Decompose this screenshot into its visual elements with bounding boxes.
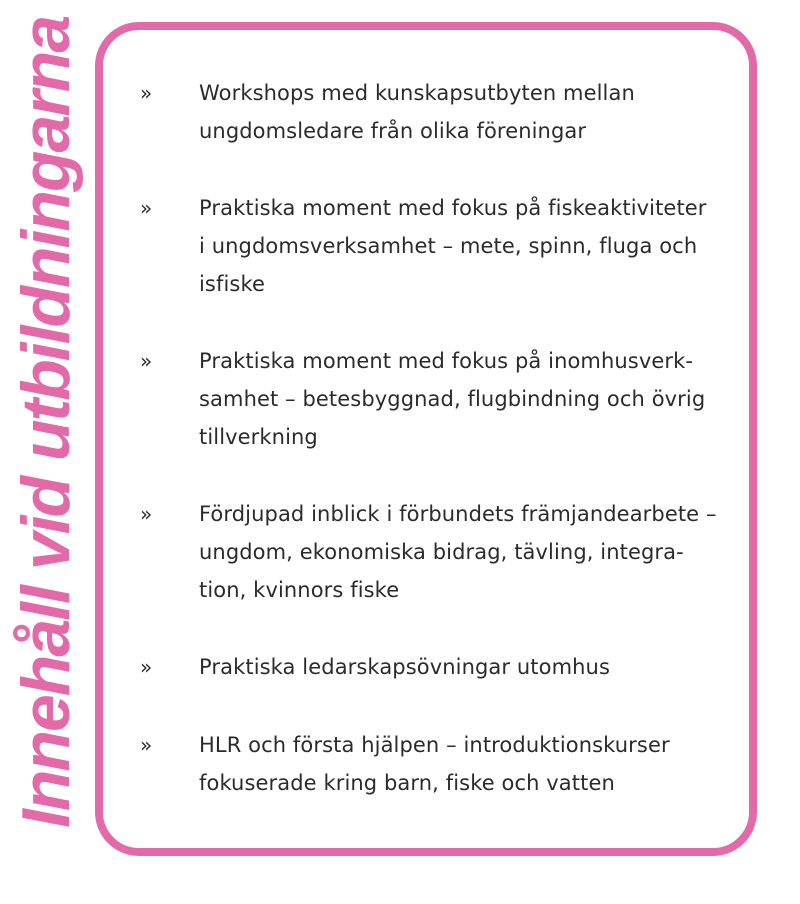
list-item-line: isfiske <box>199 272 265 296</box>
bullet-marker: » <box>140 502 153 526</box>
bullet-marker: » <box>140 196 153 220</box>
list-item-line: Workshops med kunskapsutbyten mellan <box>199 81 635 105</box>
list-item-line: ungdomsledare från olika föreningar <box>199 119 587 143</box>
list-item-line: samhet – betesbyggnad, flugbindning och övrig <box>199 387 706 411</box>
list-item-line: Praktiska ledarskapsövningar utomhus <box>199 655 611 679</box>
list-item-text <box>199 495 739 609</box>
list-item-text <box>199 342 739 456</box>
bullet-marker: » <box>140 733 153 757</box>
list-item-line: Fördjupad inblick i förbundets främjandearbete – <box>199 502 717 526</box>
list-item-text <box>199 189 739 303</box>
list-item-line: Praktiska moment med fokus på inomhusverk- <box>199 349 694 373</box>
list-item-line: HLR och första hjälpen – introduktionskurser <box>199 733 670 757</box>
side-title: Innehåll vid utbildningarna <box>8 16 84 828</box>
bullet-marker: » <box>140 655 153 679</box>
list-item-line: ungdom, ekonomiska bidrag, tävling, integra- <box>199 540 684 564</box>
bullet-marker: » <box>140 349 153 373</box>
list-item-line: tion, kvinnors fiske <box>199 578 400 602</box>
list-item-line: Praktiska moment med fokus på fiskeaktiviteter <box>199 196 707 220</box>
list-item-text <box>199 726 739 802</box>
list-item-line: fokuserade kring barn, fiske och vatten <box>199 771 615 795</box>
list-item-line: tillverkning <box>199 425 318 449</box>
bullet-marker: » <box>140 81 153 105</box>
list-item-text <box>199 74 739 150</box>
list-item-text <box>199 648 739 686</box>
list-item-line: i ungdomsverksamhet – mete, spinn, fluga och <box>199 234 698 258</box>
